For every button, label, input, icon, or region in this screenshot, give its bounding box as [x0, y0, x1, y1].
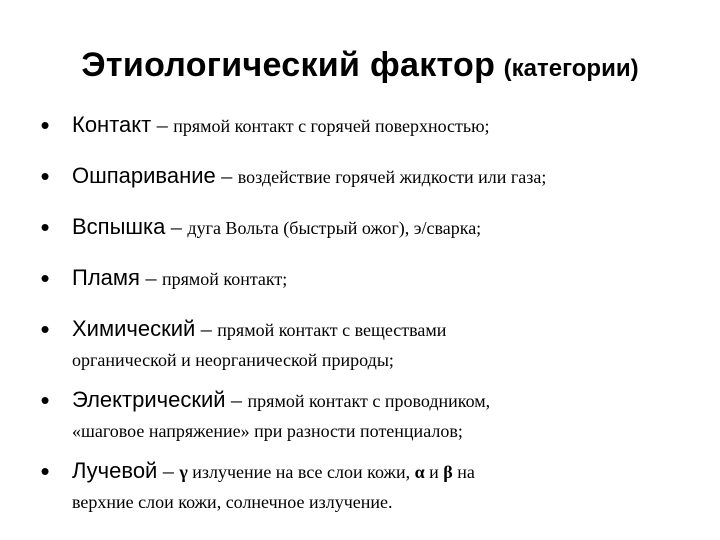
title-text: Этиологический фактор: [81, 46, 496, 84]
item-description: воздействие горячей жидкости или газа;: [237, 167, 547, 187]
item-term: Ошпаривание: [72, 163, 216, 188]
item-description: прямой контакт с проводником,: [247, 391, 491, 411]
item-separator: –: [165, 214, 188, 239]
item-description: прямой контакт;: [161, 269, 288, 289]
item-separator: –: [225, 387, 248, 412]
item-description-c: на: [452, 462, 475, 482]
item-term: Лучевой: [72, 458, 158, 483]
item-description-continued: «шаговое напряжение» при разности потенциалов;: [72, 421, 463, 441]
item-description-b: и: [424, 462, 444, 482]
title-subtitle: (категории): [503, 55, 639, 82]
item-description-continued: верхние слои кожи, солнечное излучение.: [72, 492, 393, 512]
item-term: Пламя: [72, 265, 140, 290]
list-item-contact: [30, 108, 710, 145]
item-term: Химический: [72, 316, 196, 341]
item-description-continued: органической и неорганической природы;: [72, 350, 394, 370]
list-item-chemical: [30, 312, 710, 373]
item-separator: –: [215, 163, 238, 188]
bullet-icon: •: [40, 212, 50, 242]
bullet-icon: •: [40, 314, 50, 344]
greek-gamma: γ: [179, 462, 188, 482]
bullet-icon: •: [40, 456, 50, 486]
list-item-flame: [30, 261, 710, 298]
item-description: дуга Вольта (быстрый ожог), э/сварка;: [187, 218, 482, 238]
item-term: Контакт: [72, 112, 152, 137]
bullet-icon: •: [40, 161, 50, 191]
bullet-list: [30, 108, 710, 525]
item-separator: –: [195, 316, 218, 341]
item-term: Вспышка: [72, 214, 166, 239]
bullet-icon: •: [40, 385, 50, 415]
item-separator: –: [151, 112, 174, 137]
list-item-flash: [30, 210, 710, 247]
slide-title: [0, 48, 720, 82]
item-description: прямой контакт с веществами: [217, 320, 447, 340]
list-item-scald: [30, 159, 710, 196]
greek-beta: β: [443, 462, 453, 482]
item-separator: –: [139, 265, 162, 290]
list-item-electrical: [30, 383, 710, 444]
bullet-icon: •: [40, 263, 50, 293]
list-item-radiation: [30, 454, 710, 515]
item-separator: –: [157, 458, 180, 483]
item-description-a: излучение на все слои кожи,: [187, 462, 415, 482]
greek-alpha: α: [414, 462, 425, 482]
bullet-icon: •: [40, 110, 50, 140]
item-term: Электрический: [72, 387, 226, 412]
item-description: прямой контакт с горячей поверхностью;: [173, 116, 490, 136]
